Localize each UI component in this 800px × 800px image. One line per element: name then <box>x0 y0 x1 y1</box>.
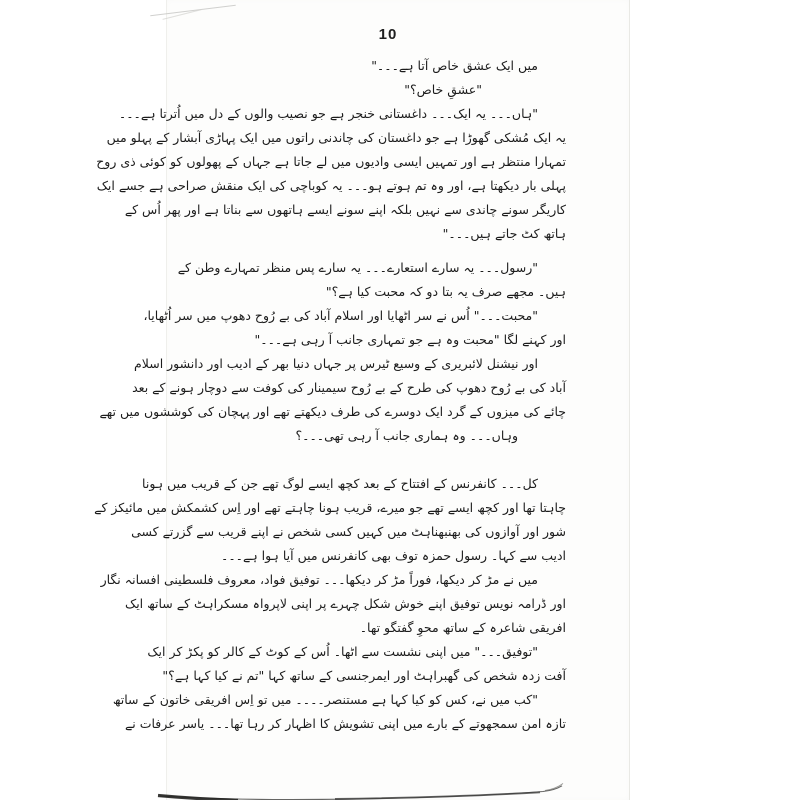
text-line: "رسول۔۔۔ یہ سارے استعارے۔۔۔ یہ سارے پس منظر تمہارے وطن کے <box>177 260 538 275</box>
text-line: اور نیشنل لائبریری کے وسیع ٹیرس پر جہاں دنیا بھر کے ادیب اور دانشور اسلام <box>134 356 538 371</box>
text-line: ہاتھ کٹ جاتے ہیں۔۔۔" <box>442 226 566 241</box>
text-line: "کب میں نے، کس کو کیا کہا ہے مستنصر۔۔۔۔ میں تو اِس افریقی خاتون کے ساتھ <box>112 692 538 707</box>
text-line: وہاں۔۔۔ وہ ہماری جانب آ رہی تھی۔۔۔؟ <box>295 428 518 443</box>
text-line: کل۔۔۔ کانفرنس کے افتتاح کے بعد کچھ ایسے لوگ تھے جن کے قریب میں ہونا <box>142 476 538 491</box>
page-bottom-edge-shadow <box>0 770 800 800</box>
text-line: "ہاں۔۔۔ یہ ایک۔۔۔ داغستانی خنجر ہے جو نصیب والوں کے دل میں اُترتا ہے۔۔۔ <box>118 106 538 121</box>
text-line: "عشقِ خاص؟" <box>404 82 482 97</box>
text-line: افریقی شاعرہ کے ساتھ محوِ گفتگو تھا۔ <box>359 620 566 635</box>
page-text <box>94 54 566 736</box>
text-line: چاہتا تھا اور کچھ ایسے تھے جو میرے، قریب ہونا چاہتے تھے اور اِس کشمکش میں مائیکز کے <box>94 500 566 515</box>
text-line: اور ڈرامہ نویس توفیق اپنے خوش شکل چہرے پر اپنی لاپرواہ مسکراہٹ کے ساتھ ایک <box>125 596 566 611</box>
text-line: میں نے مڑ کر دیکھا، فوراً مڑ کر دیکھا۔۔۔ توفیق فواد، معروف فلسطینی افسانہ نگار <box>100 572 538 587</box>
text-line: اور کہنے لگا "محبت وہ ہے جو تمہاری جانب آ رہی ہے۔۔۔" <box>254 332 566 347</box>
text-line: آباد کی بے رُوح دھوپ کی طرح کے بے رُوح سیمینار کی کوفت سے دوچار ہونے کے بعد <box>132 380 566 395</box>
text-line: پہلی بار دیکھتا ہے، اور وہ تم ہوتے ہو۔۔۔ یہ کوباچی کی ایک منقش صراحی ہے جسے ایک <box>96 178 566 193</box>
text-line: تازہ امن سمجھوتے کے بارے میں اپنی تشویش کا اظہار کر رہا تھا۔۔۔ یاسر عرفات نے <box>124 716 566 731</box>
text-line: ہیں۔ مجھے صرف یہ بتا دو کہ محبت کیا ہے؟" <box>325 284 566 299</box>
text-line: ادیب سے کہا۔ رسول حمزہ توف بھی کانفرنس میں آیا ہوا ہے۔۔۔ <box>221 548 566 563</box>
text-line: کاریگر سونے چاندی سے نہیں بلکہ اپنے سونے ایسے ہاتھوں سے بناتا ہے اور پھر اُس کے <box>124 202 566 217</box>
text-line: تمہارا منتظر ہے اور تمہیں ایسی وادیوں میں لے جاتا ہے جہاں کے پھولوں کو کوئی ذی روح <box>96 154 566 169</box>
text-line: آفت زدہ شخص کی گھبراہٹ اور ایمرجنسی کے ساتھ کہا "تم نے کیا کہا ہے؟" <box>162 668 566 683</box>
text-line: "توفیق۔۔۔" میں اپنی نشست سے اٹھا۔ اُس کے کوٹ کے کالر کو پکڑ کر ایک <box>147 644 538 659</box>
text-line: یہ ایک مُشکی گھوڑا ہے جو داغستان کی چاندنی راتوں میں ایک پہاڑی آبشار کے پہلو میں <box>106 130 566 145</box>
text-line: شور اور آوازوں کی بھنبھناہٹ میں کہیں کسی شخص نے اپنے قریب سے گزرتے کسی <box>131 524 566 539</box>
text-line: "محبت۔۔۔" اُس نے سر اٹھایا اور اسلام آباد کی بے رُوح دھوپ میں سر اُٹھایا، <box>143 308 538 323</box>
text-line: چائے کی میزوں کے گرد ایک دوسرے کی طرف دیکھتے تھے اور پہچان کی کوششوں میں تھے <box>99 404 566 419</box>
page-number: 10 <box>378 26 398 43</box>
text-line: میں ایک عشق خاص آتا ہے۔۔۔" <box>371 58 538 73</box>
